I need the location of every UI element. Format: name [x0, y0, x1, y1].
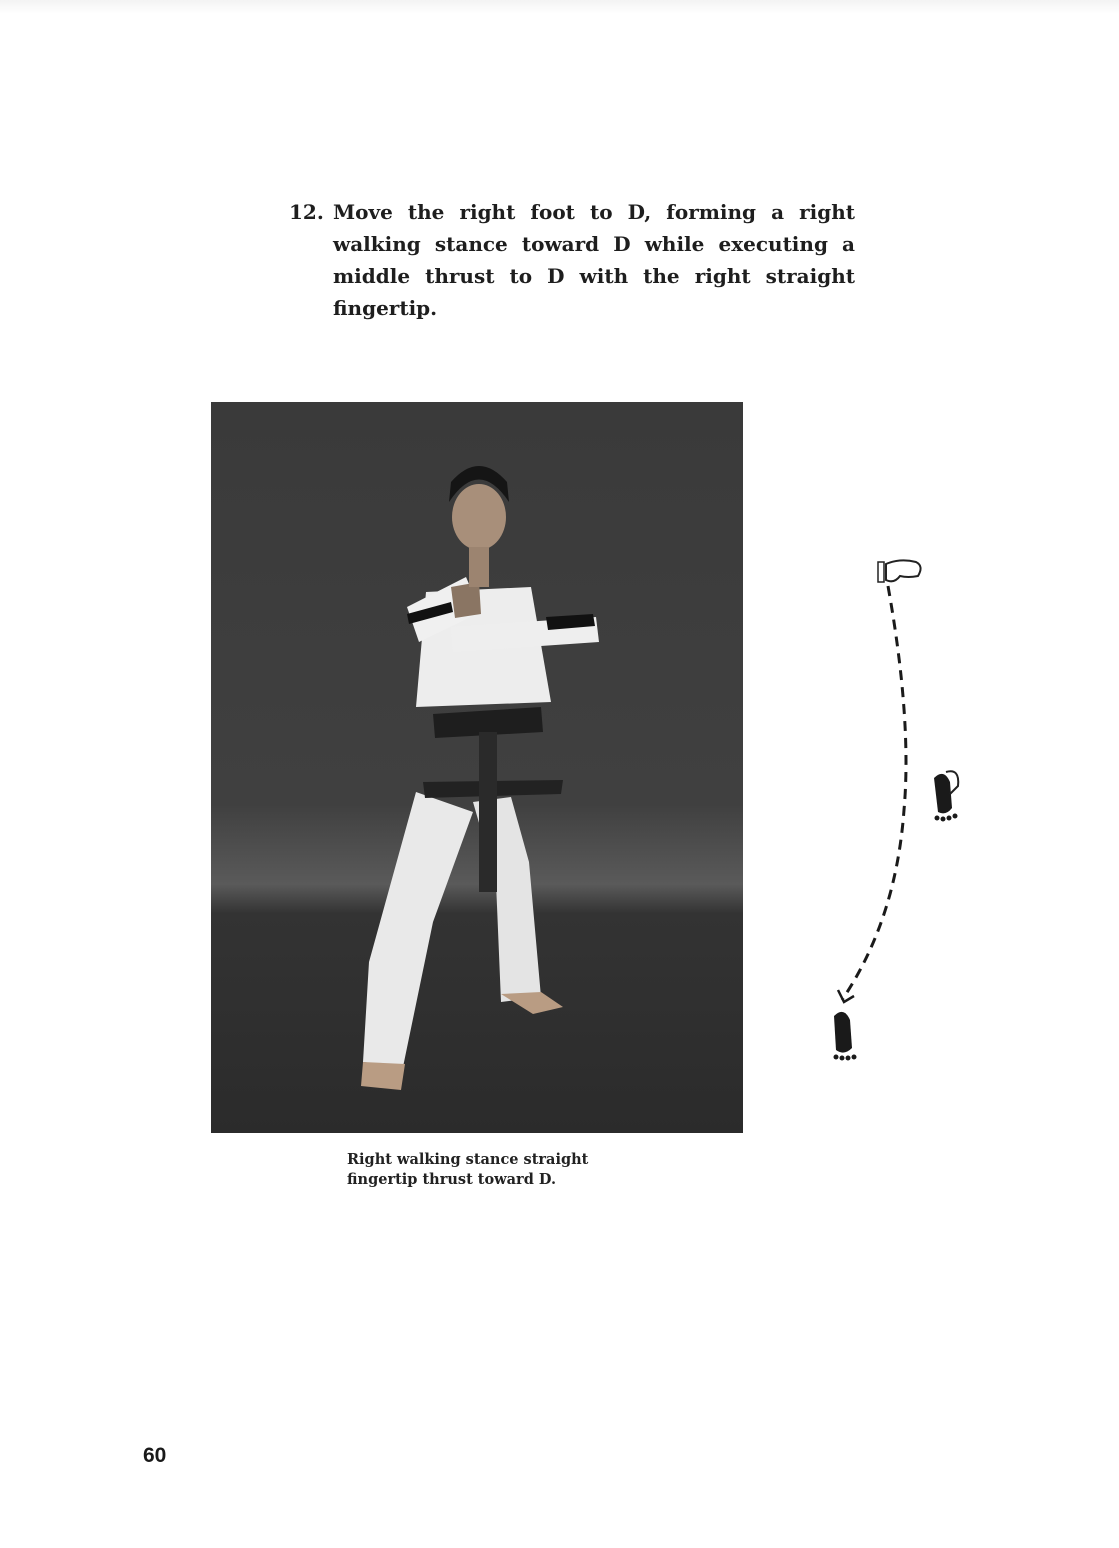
step-number: 12.: [289, 200, 324, 224]
caption-line-1: Right walking stance straight: [347, 1151, 589, 1168]
footprint-outline-start-icon: [878, 560, 921, 582]
footprint-filled-end-icon: [834, 1012, 857, 1061]
footprint-filled-left-icon: [934, 771, 958, 821]
page-scan-edge: [0, 0, 1119, 14]
photo-caption: [347, 1150, 667, 1190]
page-number: 60: [143, 1444, 167, 1467]
caption-line-2: fingertip thrust toward D.: [347, 1171, 556, 1188]
technique-photo: [211, 402, 743, 1133]
step-instruction: [289, 196, 855, 324]
footwork-diagram: [820, 550, 980, 1070]
dashed-arrow-icon: [842, 586, 906, 1000]
step-text: Move the right foot to D, forming a right walking stance toward D while executing a middle thrust to D with the right straight fingertip.: [333, 200, 855, 320]
martial-artist-figure: [211, 402, 743, 1133]
